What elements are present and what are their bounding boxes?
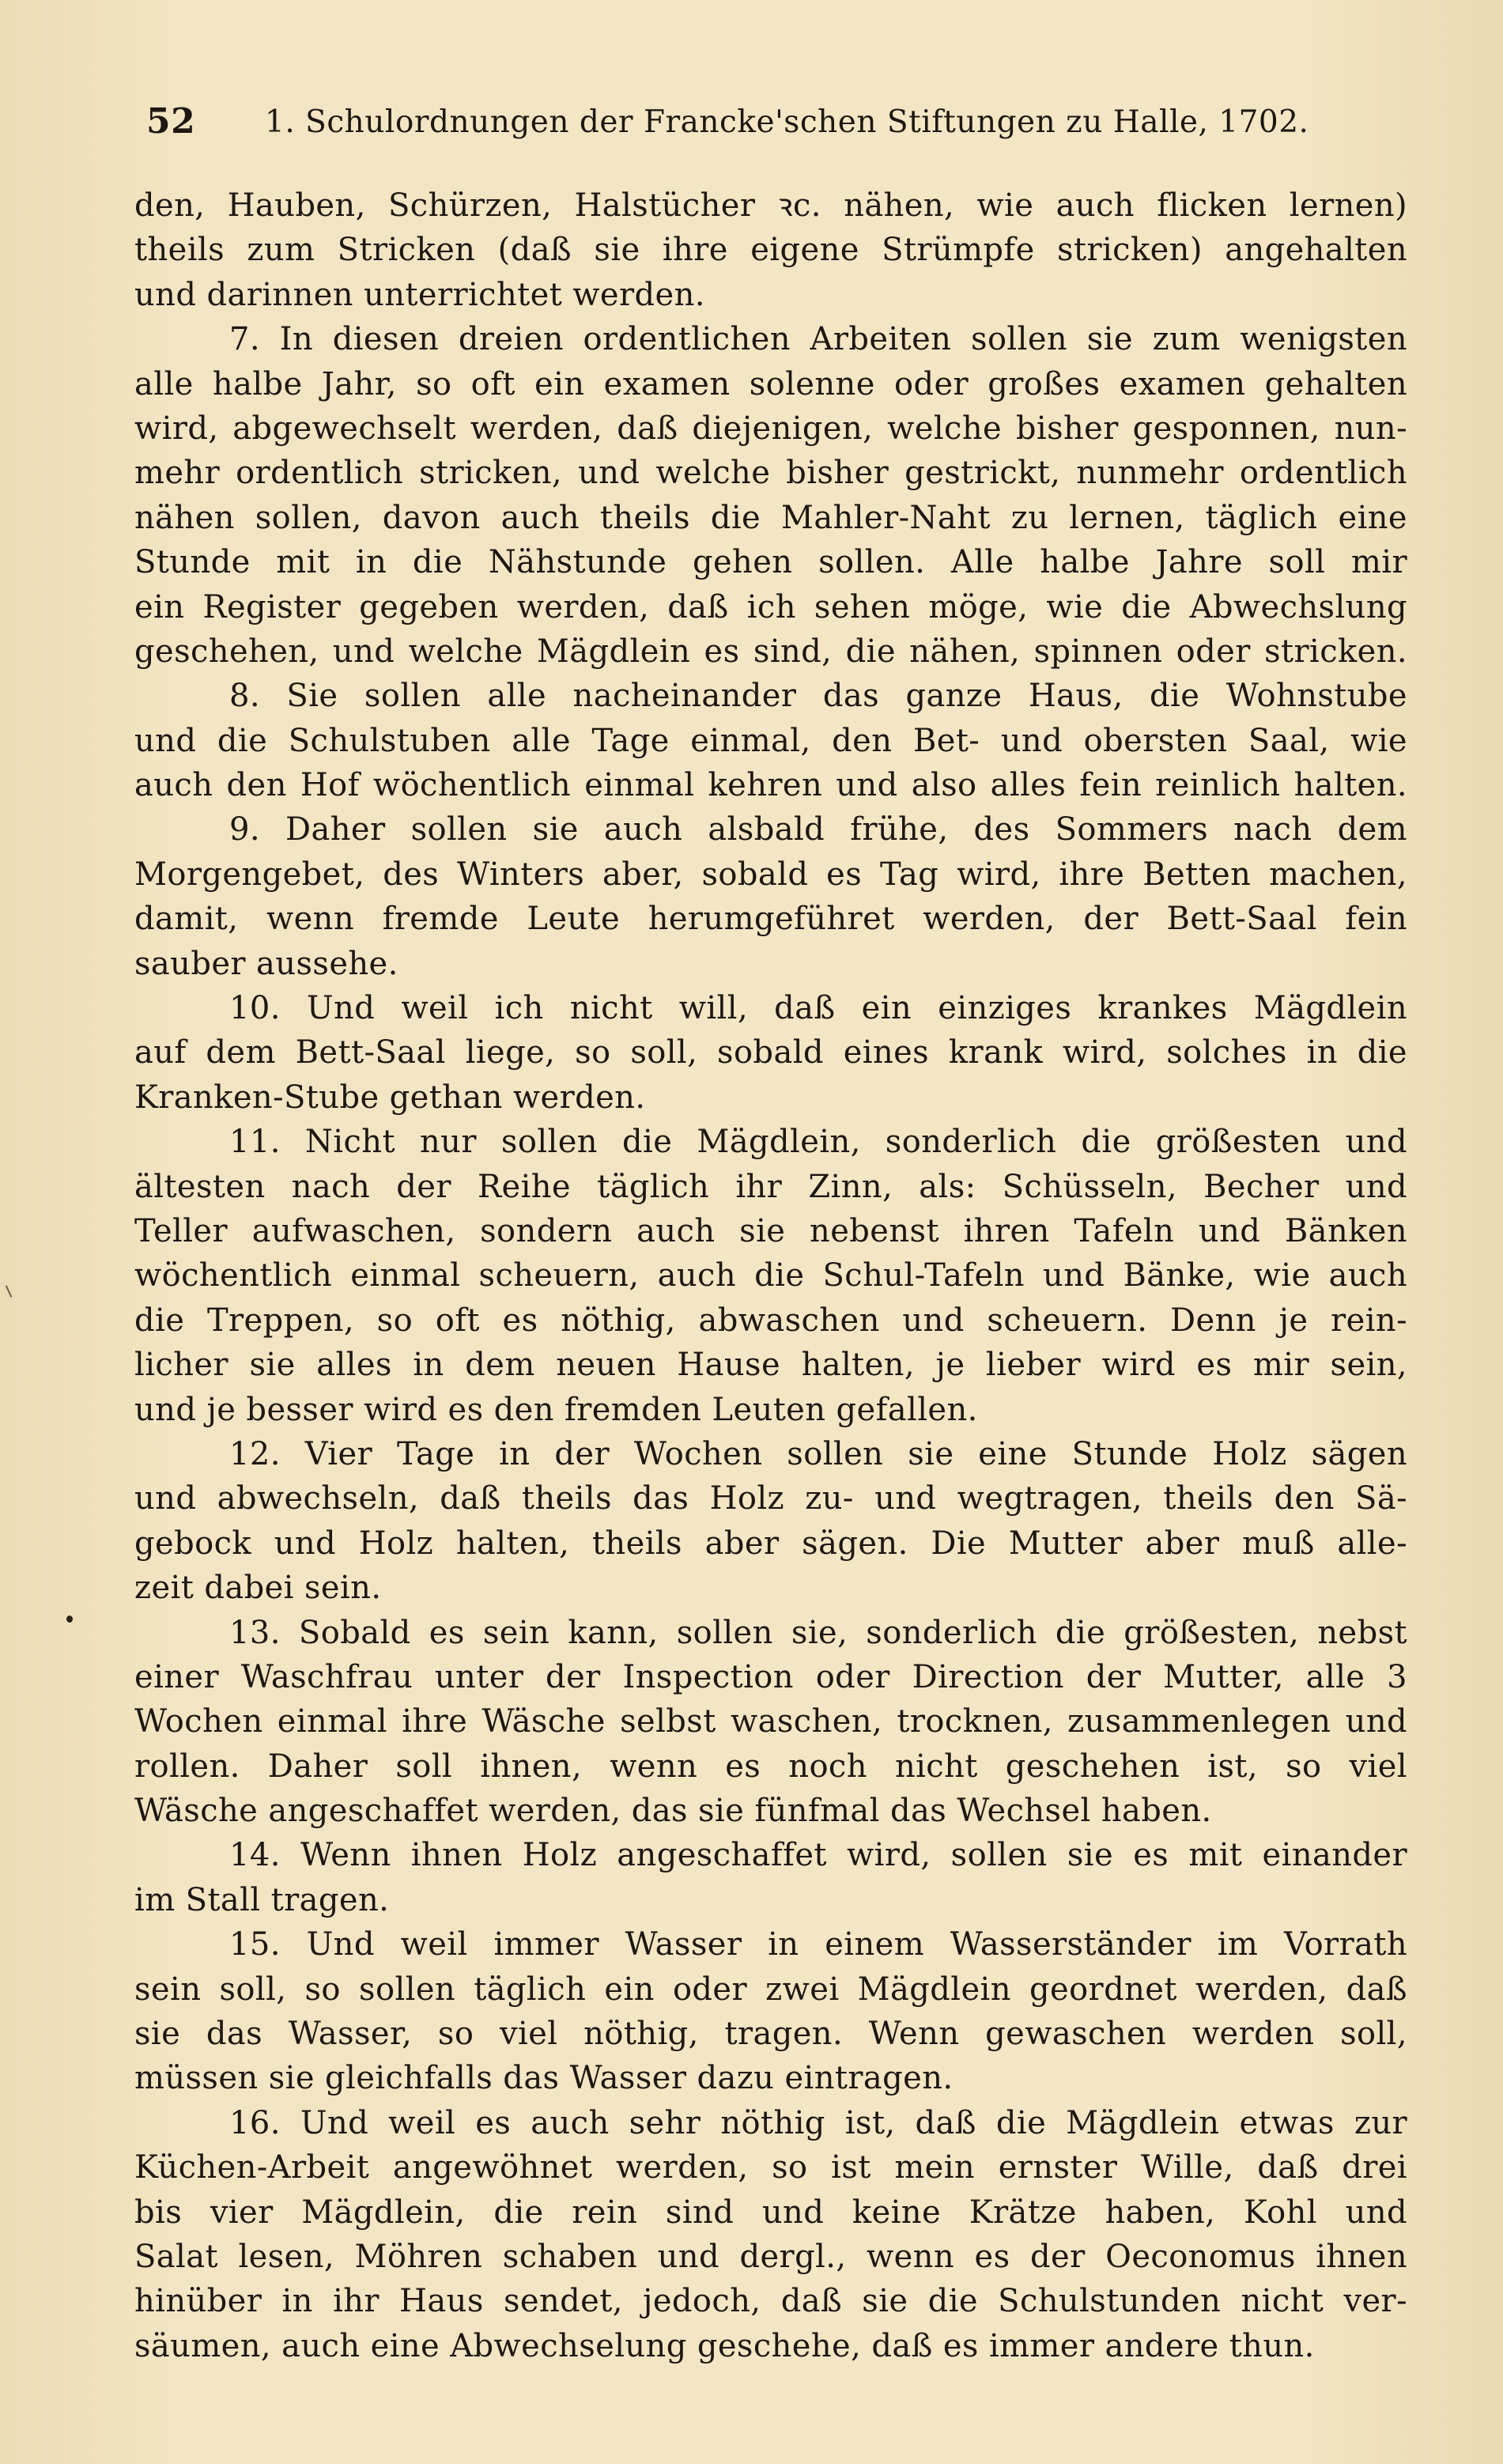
ink-speck [66, 1616, 73, 1623]
text-line: Stunde mit in die Nähstunde gehen sollen. Alle halbe Jahre soll mir [134, 544, 1407, 581]
body-text [134, 183, 1407, 2413]
text-line: geschehen, und welche Mägdlein es sind, die nähen, spinnen oder stricken. [134, 633, 1407, 670]
text-line: theils zum Stricken (daß sie ihre eigene Strümpfe stricken) angehalten [134, 232, 1407, 269]
text-line: 9. Daher sollen sie auch alsbald frühe, des Sommers nach dem [229, 811, 1407, 848]
text-line: Teller aufwaschen, sondern auch sie nebenst ihren Tafeln und Bänken [134, 1212, 1407, 1249]
text-line: sein soll, so sollen täglich ein oder zwei Mägdlein geordnet werden, daß [134, 1971, 1407, 2008]
text-line: mehr ordentlich stricken, und welche bisher gestrickt, nunmehr ordentlich [134, 455, 1407, 492]
text-line: zeit dabei sein. [134, 1570, 382, 1607]
text-line: müssen sie gleichfalls das Wasser dazu eintragen. [134, 2060, 954, 2097]
text-line: und abwechseln, daß theils das Holz zu- und wegtragen, theils den Sä- [134, 1480, 1407, 1517]
text-line: sie das Wasser, so viel nöthig, tragen. Wenn gewaschen werden soll, [134, 2016, 1407, 2053]
margin-mark [6, 1285, 13, 1297]
text-line: 8. Sie sollen alle nacheinander das ganze Haus, die Wohnstube [229, 678, 1407, 715]
text-line: 13. Sobald es sein kann, sollen sie, sonderlich die größesten, nebst [229, 1614, 1407, 1651]
text-line: einer Waschfrau unter der Inspection oder Direction der Mutter, alle 3 [134, 1658, 1407, 1695]
text-line: sauber aussehe. [134, 945, 398, 982]
text-line: auf dem Bett-Saal liege, so soll, sobald eines krank wird, solches in die [134, 1034, 1407, 1071]
text-line: und die Schulstuben alle Tage einmal, den Bet- und obersten Saal, wie [134, 722, 1407, 759]
page-header [146, 101, 1427, 157]
text-line: nähen sollen, davon auch theils die Mahler-Naht zu lernen, täglich eine [134, 499, 1407, 536]
text-line: ältesten nach der Reihe täglich ihr Zinn, als: Schüsseln, Becher und [134, 1168, 1407, 1205]
text-line: Wäsche angeschaffet werden, das sie fünfmal das Wechsel haben. [134, 1793, 1212, 1830]
text-line: wöchentlich einmal scheuern, auch die Schul-Tafeln und Bänke, wie auch [134, 1257, 1407, 1294]
text-line: Wochen einmal ihre Wäsche selbst waschen, trocknen, zusammenlegen und [134, 1703, 1407, 1740]
text-line: Küchen-Arbeit angewöhnet werden, so ist mein ernster Wille, daß drei [134, 2149, 1407, 2186]
text-line: 16. Und weil es auch sehr nöthig ist, daß die Mägdlein etwas zur [229, 2104, 1407, 2141]
text-line: ein Register gegeben werden, daß ich sehen möge, wie die Abwechslung [134, 588, 1407, 625]
text-line: 12. Vier Tage in der Wochen sollen sie eine Stunde Holz sägen [229, 1435, 1407, 1472]
text-line: rollen. Daher soll ihnen, wenn es noch nicht geschehen ist, so viel [134, 1748, 1407, 1785]
text-line: 15. Und weil immer Wasser in einem Wasserständer im Vorrath [229, 1926, 1407, 1963]
text-line: Salat lesen, Möhren schaben und dergl., wenn es der Oeconomus ihnen [134, 2238, 1407, 2275]
page-number: 52 [146, 101, 196, 142]
text-line: hinüber in ihr Haus sendet, jedoch, daß sie die Schulstunden nicht ver- [134, 2283, 1407, 2320]
text-line: 7. In diesen dreien ordentlichen Arbeiten sollen sie zum wenigsten [229, 321, 1407, 358]
text-line: 10. Und weil ich nicht will, daß ein einziges krankes Mägdlein [229, 990, 1407, 1027]
text-line: und je besser wird es den fremden Leuten gefallen. [134, 1391, 978, 1428]
text-line: gebock und Holz halten, theils aber sägen. Die Mutter aber muß alle- [134, 1525, 1407, 1562]
text-line: bis vier Mägdlein, die rein sind und keine Krätze haben, Kohl und [134, 2194, 1407, 2231]
text-line: den, Hauben, Schürzen, Halstücher ꝛc. nähen, wie auch flicken lernen) [134, 187, 1407, 224]
text-line: Morgengebet, des Winters aber, sobald es Tag wird, ihre Betten machen, [134, 856, 1407, 893]
text-line: Kranken-Stube gethan werden. [134, 1079, 646, 1116]
text-line: licher sie alles in dem neuen Hause halten, je lieber wird es mir sein, [134, 1347, 1407, 1384]
text-line: alle halbe Jahr, so oft ein examen solenne oder großes examen gehalten [134, 365, 1407, 402]
text-line: die Treppen, so oft es nöthig, abwaschen und scheuern. Denn je rein- [134, 1302, 1407, 1339]
text-line: im Stall tragen. [134, 1881, 390, 1918]
running-title: 1. Schulordnungen der Francke'schen Stiftungen zu Halle, 1702. [265, 104, 1309, 140]
text-line: säumen, auch eine Abwechselung geschehe, daß es immer andere thun. [134, 2327, 1315, 2364]
text-line: auch den Hof wöchentlich einmal kehren und also alles fein reinlich halten. [134, 767, 1407, 804]
text-line: damit, wenn fremde Leute herumgeführet werden, der Bett-Saal fein [134, 901, 1407, 938]
text-line: und darinnen unterrichtet werden. [134, 276, 705, 313]
text-line: wird, abgewechselt werden, daß diejenigen, welche bisher gesponnen, nun- [134, 410, 1407, 447]
text-line: 14. Wenn ihnen Holz angeschaffet wird, sollen sie es mit einander [229, 1837, 1407, 1874]
text-line: 11. Nicht nur sollen die Mägdlein, sonderlich die größesten und [229, 1124, 1407, 1161]
